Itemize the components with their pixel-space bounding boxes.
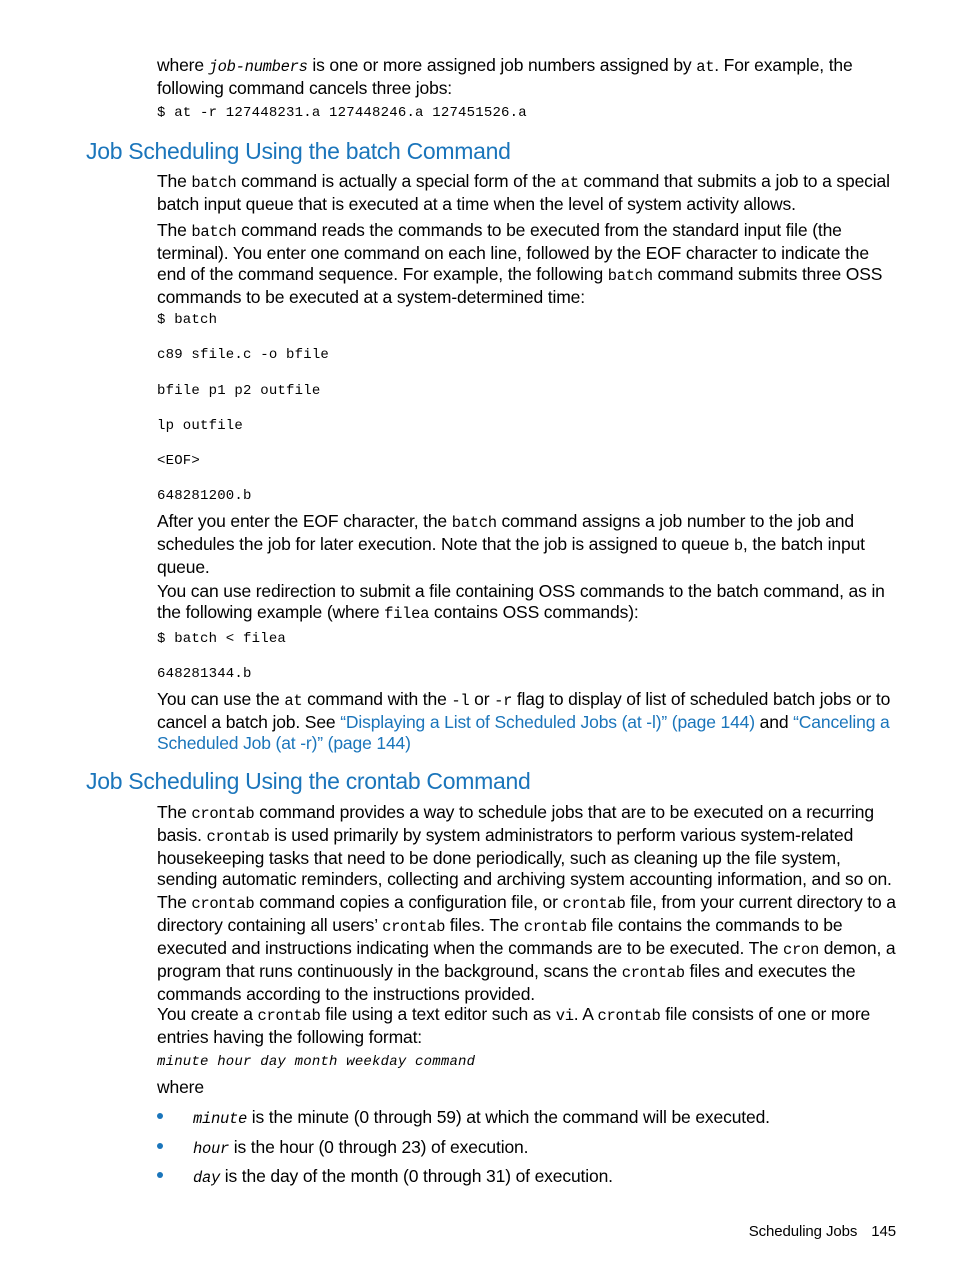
list-item (157, 1107, 899, 1137)
text: command submits three OSS commands to be executed at a system-determined time: (157, 264, 883, 307)
text: , the batch input queue. (157, 534, 865, 577)
command: batch (607, 267, 653, 285)
command: crontab (562, 895, 626, 913)
field-list (157, 1107, 899, 1196)
page-number: 145 (871, 1223, 896, 1240)
text: file consists of one or more entries having the following format: (157, 1004, 871, 1047)
text: You create a (157, 1004, 258, 1024)
code-line: <EOF> (157, 453, 201, 469)
crontab-paragraph-3 (157, 1004, 899, 1048)
command: crontab (597, 1007, 661, 1025)
crontab-format-line: minute hour day month weekday command (157, 1054, 476, 1070)
command: crontab (523, 918, 587, 936)
section-heading-crontab: Job Scheduling Using the crontab Command (86, 768, 531, 794)
command: filea (384, 605, 430, 623)
text: The (157, 892, 192, 912)
text: command with the (302, 689, 452, 709)
text: The (157, 220, 192, 240)
variable: day (193, 1169, 221, 1187)
text: is the minute (0 through 59) at which the command will be executed. (247, 1107, 770, 1127)
code-line: 648281200.b (157, 488, 252, 504)
text: and (754, 712, 794, 732)
text: file contains the commands to be executed and instructions indicating when the commands are to be executed. The (157, 915, 843, 958)
text: is the day of the month (0 through 31) of execution. (220, 1166, 613, 1186)
where-label (157, 1077, 899, 1098)
batch-paragraph-5 (157, 689, 899, 754)
command: crontab (257, 1007, 321, 1025)
variable: minute (193, 1110, 248, 1128)
text: The (157, 171, 192, 191)
code-line: $ batch (157, 312, 218, 328)
crontab-paragraph-2 (157, 892, 899, 1005)
cross-reference-link-cancel-job[interactable]: “Canceling a Scheduled Job (at -r)” (page 144) (157, 712, 890, 753)
text: command assigns a job number to the job and schedules the job for later execution. Note that the job is assigned to queue (157, 511, 854, 554)
command: at (696, 58, 715, 76)
batch-paragraph-4 (157, 581, 899, 625)
text: file using a text editor such as (320, 1004, 556, 1024)
batch-paragraph-2 (157, 220, 899, 308)
text: files. The (445, 915, 524, 935)
text: . For example, the following command cancels three jobs: (157, 55, 853, 98)
command: crontab (382, 918, 446, 936)
text: is the hour (0 through 23) of execution. (229, 1136, 529, 1157)
bullet-icon (157, 1113, 163, 1119)
text: You can use the (157, 689, 285, 709)
command: crontab (621, 964, 685, 982)
command: batch (191, 223, 237, 241)
text: or (469, 689, 495, 709)
code-line: lp outfile (157, 418, 244, 434)
text: command provides a way to schedule jobs that are to be executed on a recurring basis. (157, 802, 874, 845)
text: where (157, 55, 209, 75)
command: cron (783, 941, 820, 959)
code-line: $ batch < filea (157, 631, 287, 647)
text: You can use redirection to submit a file containing OSS commands to the batch command, as in the following example (where (157, 581, 885, 622)
text: file, from your current directory to a directory containing all users’ (157, 892, 896, 935)
text: flag to display of list of scheduled batch jobs or to cancel a batch job. See (157, 689, 891, 732)
text: demon, a program that runs continuously in the background, scans the (157, 938, 896, 981)
footer-section-title: Scheduling Jobs (748, 1223, 858, 1240)
cross-reference-link-display-jobs[interactable]: “Displaying a List of Scheduled Jobs (at -l)” (page 144) (340, 712, 755, 732)
text: command copies a configuration file, or (254, 892, 563, 912)
code-example: $ at -r 127448231.a 127448246.a 127451526.a (157, 105, 527, 121)
list-item (157, 1137, 899, 1167)
command: crontab (191, 805, 255, 823)
text: files and executes the commands according to the instructions provided. (157, 961, 856, 1004)
text: command that submits a job to a special batch input queue that is executed at a time when the level of system activity allows. (157, 171, 890, 214)
text: command reads the commands to be executed from the standard input file (the terminal). You enter one command on each line, followed by the EOF character to indicate the end of the command sequence. For example, the following (157, 220, 869, 284)
batch-paragraph-1 (157, 171, 899, 215)
text: is one or more assigned job numbers assigned by (307, 55, 697, 75)
text: where (157, 1077, 204, 1097)
command: b (733, 537, 743, 555)
text: command is actually a special form of the (236, 171, 561, 191)
code-line: 648281344.b (157, 666, 252, 682)
section-heading-batch: Job Scheduling Using the batch Command (86, 138, 511, 164)
bullet-icon (157, 1143, 163, 1149)
variable: job-numbers (208, 58, 308, 76)
batch-paragraph-3 (157, 511, 899, 578)
command: at (560, 174, 579, 192)
code-line: c89 sfile.c -o bfile (157, 347, 330, 363)
command: batch (451, 514, 497, 532)
variable: hour (193, 1139, 230, 1158)
code-line: bfile p1 p2 outfile (157, 383, 321, 399)
flag: -r (494, 692, 513, 710)
bullet-icon (157, 1172, 163, 1178)
text: After you enter the EOF character, the (157, 511, 452, 531)
command: vi (555, 1007, 574, 1025)
flag: -l (451, 692, 470, 710)
command: crontab (191, 895, 255, 913)
command: at (284, 692, 303, 710)
intro-paragraph (157, 55, 899, 99)
text: contains OSS commands): (429, 602, 639, 622)
command: batch (191, 174, 237, 192)
text: . A (573, 1004, 598, 1024)
list-item (157, 1166, 899, 1196)
text: is used primarily by system administrators to perform various system-related housekeeping tasks that need to be done periodically, such as cleaning up the file system, sending automatic reminders, collecting and archiving system accounting information, and so on. (157, 825, 892, 889)
page-footer (749, 1223, 896, 1241)
crontab-paragraph-1 (157, 802, 899, 890)
command: crontab (206, 828, 270, 846)
text: The (157, 802, 192, 822)
